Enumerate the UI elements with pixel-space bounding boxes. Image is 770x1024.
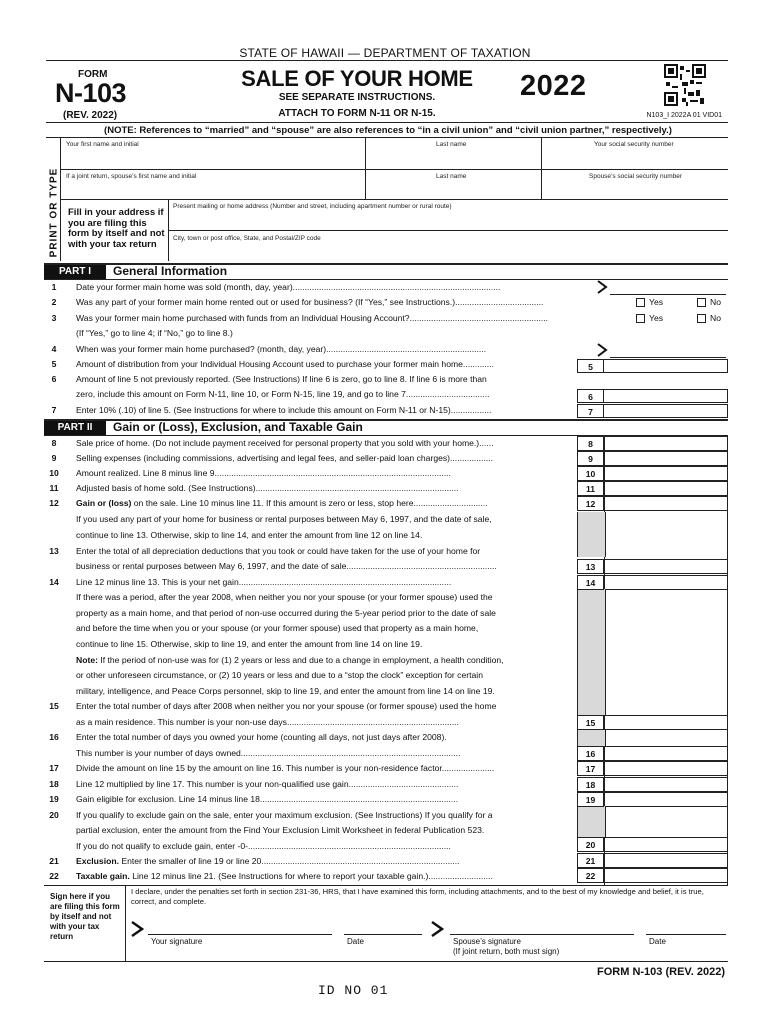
- part2-line-number: 17: [49, 763, 59, 773]
- part1-line-number: 4: [51, 344, 57, 354]
- part2-line-text: continue to line 13. Otherwise, skip to line 14, and enter the amount from line 12 on line 14.: [76, 530, 423, 540]
- part1-line-text: Was any part of your former main home rented out or used for business? (If “Yes,” see Instructions.).....................................: [76, 297, 544, 307]
- part1-line-number: 3: [51, 313, 57, 323]
- line2-yes-checkbox[interactable]: [636, 298, 645, 307]
- part2-line-text: Enter the total of all depreciation deductions that you took or could have taken for the use of your home for: [76, 546, 481, 556]
- spouse-last-name-label: Last name: [436, 173, 467, 180]
- part2-line-text: property as a main home, and that period of non-use occurred during the 5-year period prior to the date of sale: [76, 608, 496, 618]
- part2-line-text: Taxable gain. Line 12 minus line 21. (See Instructions for where to report your taxable gain.)...........................: [76, 871, 493, 881]
- line2-no-label: No: [710, 297, 721, 307]
- part2-line-text: business or rental purposes between May 6, 1997, and the date of sale...............................................................: [76, 561, 497, 571]
- line15-amount-field[interactable]: [605, 715, 727, 730]
- print-or-type-label: PRINT OR TYPE: [48, 167, 60, 258]
- spouse-first-name-label: If a joint return, spouse’s first name and initial: [66, 173, 197, 180]
- form-subtitle-instructions: SEE SEPARATE INSTRUCTIONS.: [278, 92, 436, 103]
- part2-line-number: 21: [49, 856, 59, 866]
- civil-union-note: (NOTE: References to “married” and “spouse” are also references to “in a civil union” and “civil union partner,” respectively.): [104, 125, 672, 136]
- ssn-field[interactable]: [543, 150, 728, 168]
- date-field[interactable]: [344, 918, 422, 935]
- part2-box-label: 20: [577, 837, 604, 852]
- part2-box-label: 16: [577, 746, 604, 761]
- line3-no-checkbox[interactable]: [697, 314, 706, 323]
- penalty-declaration: I declare, under the penalties set forth in section 231-36, HRS, that I have examined this form, including attachments, and to the best of my knowledge and belief, it is true, correct, and complete.: [131, 887, 704, 906]
- part2-line-text: If there was a period, after the year 2008, when neither you nor your spouse (or your former spouse) used the: [76, 592, 493, 602]
- part1-line-text: (If “Yes,” go to line 4; if “No,” go to line 8.): [76, 328, 233, 338]
- city-label: City, town or post office, State, and Postal/ZIP code: [173, 235, 321, 242]
- line22-amount-field[interactable]: [605, 868, 727, 883]
- shaded-area-14: [577, 589, 606, 715]
- part2-line-number: 13: [49, 546, 59, 556]
- part2-box-label: 12: [577, 496, 604, 511]
- part2-line-number: 22: [49, 871, 59, 881]
- form-title: SALE OF YOUR HOME: [241, 66, 473, 91]
- first-name-field[interactable]: [62, 150, 362, 168]
- part2-line-number: 15: [49, 701, 59, 711]
- part2-line-text: and before the time when you or your spouse (or your former spouse) used that property as a main home,: [76, 623, 479, 633]
- spouse-signature-label: Spouse’s signature: [453, 937, 521, 946]
- sign-here-label: Sign here if you are filing this form by itself and not with your tax return: [50, 892, 120, 941]
- line18-amount-field[interactable]: [605, 777, 727, 792]
- part2-line-text: Line 12 multiplied by line 17. This number is your non-qualified use gain..............................................: [76, 779, 459, 789]
- part2-line-text: Exclusion. Enter the smaller of line 19 or line 20...................................................................................: [76, 856, 460, 866]
- part2-box-label: 17: [577, 761, 604, 776]
- line7-box-label: 7: [577, 404, 604, 418]
- part2-line-number: 20: [49, 810, 59, 820]
- line13-amount-field[interactable]: [605, 559, 727, 574]
- city-state-zip-field[interactable]: [170, 244, 726, 260]
- part2-label: PART II: [44, 421, 106, 435]
- part1-line-text: Amount of distribution from your Individual Housing Account used to purchase your former main home.............: [76, 359, 494, 369]
- line2-yes-label: Yes: [649, 297, 664, 307]
- part2-line-text: or other unforeseen circumstance, or (2) 10 years or less and due to a “stop the clock” exception for certain: [76, 670, 483, 680]
- part2-box-label: 21: [577, 853, 604, 868]
- line8-amount-field[interactable]: [605, 436, 727, 451]
- part2-line-number: 12: [49, 498, 59, 508]
- part2-line-number: 18: [49, 779, 59, 789]
- part2-line-number: 14: [49, 577, 59, 587]
- spouse-signature-note: (If joint return, both must sign): [453, 947, 560, 956]
- spouse-date-field[interactable]: [646, 918, 726, 935]
- line17-amount-field[interactable]: [605, 761, 727, 776]
- part2-line-number: 19: [49, 794, 59, 804]
- form-number: N-103: [55, 78, 127, 108]
- tax-year: 2022: [520, 70, 587, 102]
- part2-line-text: partial exclusion, enter the amount from the Find Your Exclusion Limit Worksheet in federal Publication 523.: [76, 825, 485, 835]
- shaded-area-20: [577, 806, 606, 837]
- part2-line-text: as a main residence. This number is your non-use days........................................................................: [76, 717, 459, 727]
- part2-line-text: continue to line 15. Otherwise, skip to line 19, and enter the amount from line 14 on line 19.: [76, 639, 423, 649]
- spouse-signature-field[interactable]: [450, 918, 634, 935]
- line5-box-label: 5: [577, 359, 604, 373]
- spouse-ssn-label: Spouse’s social security number: [589, 173, 683, 180]
- part2-line-text: Sale price of home. (Do not include payment received for personal property that you sold with your home.)......: [76, 438, 494, 448]
- part1-line-number: 7: [51, 405, 57, 415]
- part2-box-label: 10: [577, 466, 604, 481]
- part2-box-label: 8: [577, 436, 604, 451]
- part2-line-text: Divide the amount on line 15 by the amount on line 16. This number is your non-residence factor......................: [76, 763, 495, 773]
- line3-yes-label: Yes: [649, 313, 664, 323]
- part1-line-text: Date your former main home was sold (month, day, year).......................................................................................: [76, 282, 501, 292]
- spouse-date-label: Date: [649, 937, 666, 946]
- part1-line-text: zero, include this amount on Form N-11, line 10, or Form N-15, line 19, and go to line 7...................................: [76, 389, 490, 399]
- line14-amount-field[interactable]: [605, 575, 727, 590]
- footer-form-revision: FORM N-103 (REV. 2022): [597, 966, 725, 978]
- fill-address-note: Fill in your address if you are filing this form by itself and not with your tax return: [68, 207, 165, 250]
- line4-date-field[interactable]: [610, 344, 726, 358]
- your-signature-field[interactable]: [148, 918, 332, 935]
- address-field[interactable]: [170, 212, 726, 229]
- line20-amount-field[interactable]: [605, 837, 727, 852]
- spouse-signature-arrow-icon: [430, 921, 444, 937]
- part2-line-text: If you do not qualify to exclude gain, enter -0-.....................................................................................: [76, 841, 451, 851]
- line11-amount-field[interactable]: [605, 481, 727, 496]
- line9-amount-field[interactable]: [605, 451, 727, 466]
- part2-box-label: 14: [577, 575, 604, 590]
- part1-line-text: Enter 10% (.10) of line 5. (See Instructions for where to include this amount on Form N-11 or N-15).................: [76, 405, 492, 415]
- part2-box-label: 9: [577, 451, 604, 466]
- part2-line-number: 16: [49, 732, 59, 742]
- spouse-ssn-field[interactable]: [543, 182, 728, 198]
- line3-no-label: No: [710, 313, 721, 323]
- id-number: ID NO 01: [318, 983, 389, 998]
- qr-code-icon: [664, 64, 706, 106]
- part2-box-label: 22: [577, 868, 604, 883]
- line16-amount-field[interactable]: [605, 746, 727, 761]
- ssn-label: Your social security number: [594, 141, 674, 148]
- part2-line-text: Note: If the period of non-use was for (1) 2 years or less and due to a change in employment, a health condition,: [76, 655, 504, 665]
- line3-yes-checkbox[interactable]: [636, 314, 645, 323]
- line6-amount-field[interactable]: [604, 389, 728, 403]
- part2-line-number: 9: [51, 453, 57, 463]
- part2-line-text: Line 12 minus line 13. This is your net gain.........................................................................................: [76, 577, 452, 587]
- first-name-label: Your first name and initial: [66, 141, 139, 148]
- part2-line-text: If you qualify to exclude gain on the sale, enter your maximum exclusion. (See Instructions) If you qualify for a: [76, 810, 493, 820]
- shaded-area-15: [577, 730, 606, 746]
- part2-line-number: 10: [49, 468, 59, 478]
- part2-line-number: 11: [49, 483, 59, 493]
- line6-box-label: 6: [577, 389, 604, 403]
- part2-line-text: Gain or (loss) on the sale. Line 10 minus line 11. If this amount is zero or less, stop here...............................: [76, 498, 488, 508]
- part2-title: Gain or (Loss), Exclusion, and Taxable Gain: [113, 420, 363, 434]
- part1-line-number: 2: [51, 297, 57, 307]
- spouse-first-name-field[interactable]: [62, 182, 362, 198]
- line21-amount-field[interactable]: [605, 853, 727, 868]
- last-name-field[interactable]: [367, 150, 537, 168]
- line1-arrow-icon: [596, 280, 608, 294]
- form-revision: (REV. 2022): [63, 110, 118, 121]
- signature-arrow-icon: [130, 921, 144, 937]
- line12-amount-field[interactable]: [605, 496, 727, 511]
- address-label: Present mailing or home address (Number and street, including apartment number or rural route): [173, 203, 452, 210]
- part2-box-label: 13: [577, 559, 604, 574]
- part2-box-label: 19: [577, 792, 604, 807]
- part1-line-text: Amount of line 5 not previously reported. (See Instructions) If line 6 is zero, go to line 8. If line 6 is more than: [76, 374, 487, 384]
- shaded-area-12: [577, 512, 606, 557]
- part2-line-text: Selling expenses (including commissions, advertising and legal fees, and seller-paid loan charges)..................: [76, 453, 494, 463]
- part2-line-text: Gain eligible for exclusion. Line 14 minus line 18...................................................................................: [76, 794, 459, 804]
- form-subtitle-attach: ATTACH TO FORM N-11 OR N-15.: [278, 108, 436, 119]
- part2-line-text: Enter the total number of days after 2008 when neither you nor your spouse (or former spouse) used the home: [76, 701, 497, 711]
- spouse-last-name-field[interactable]: [367, 182, 537, 198]
- part2-line-text: If you used any part of your home for business or rental purposes between May 6, 1997, and the date of sale,: [76, 514, 492, 524]
- part2-box-label: 11: [577, 481, 604, 496]
- form-code: N103_I 2022A 01 VID01: [646, 112, 722, 119]
- part1-line-number: 6: [51, 374, 57, 384]
- part1-line-text: When was your former main home purchased? (month, day, year)...................................................................: [76, 344, 487, 354]
- line7-amount-field[interactable]: [604, 404, 728, 418]
- part1-line-number: 1: [51, 282, 57, 292]
- part1-label: PART I: [44, 265, 106, 279]
- line4-arrow-icon: [596, 343, 608, 357]
- agency-header: STATE OF HAWAII — DEPARTMENT OF TAXATION: [239, 46, 531, 60]
- line5-amount-field[interactable]: [604, 359, 728, 373]
- last-name-label: Last name: [436, 141, 467, 148]
- form-label: FORM: [78, 69, 108, 80]
- part1-title: General Information: [113, 264, 228, 278]
- part2-line-number: 8: [51, 438, 57, 448]
- part2-line-text: Enter the total number of days you owned your home (counting all days, not just days after 2008).: [76, 732, 447, 742]
- part1-line-number: 5: [51, 359, 57, 369]
- line19-amount-field[interactable]: [605, 792, 727, 807]
- line1-date-field[interactable]: [610, 281, 726, 295]
- part2-box-label: 15: [577, 715, 604, 730]
- your-signature-label: Your signature: [151, 937, 203, 946]
- part2-line-text: This number is your number of days owned............................................................................................: [76, 748, 461, 758]
- date-label: Date: [347, 937, 364, 946]
- part2-line-text: Amount realized. Line 8 minus line 9...................................................................................................: [76, 468, 451, 478]
- part2-line-text: military, intelligence, and Peace Corps personnel, skip to line 19, and enter the amount from line 14 on line 19.: [76, 686, 495, 696]
- part2-line-text: Adjusted basis of home sold. (See Instructions).....................................................................................: [76, 483, 459, 493]
- part1-line-text: Was your former main home purchased with funds from an Individual Housing Account?..........................................................: [76, 313, 549, 323]
- line2-no-checkbox[interactable]: [697, 298, 706, 307]
- part2-box-label: 18: [577, 777, 604, 792]
- line10-amount-field[interactable]: [605, 466, 727, 481]
